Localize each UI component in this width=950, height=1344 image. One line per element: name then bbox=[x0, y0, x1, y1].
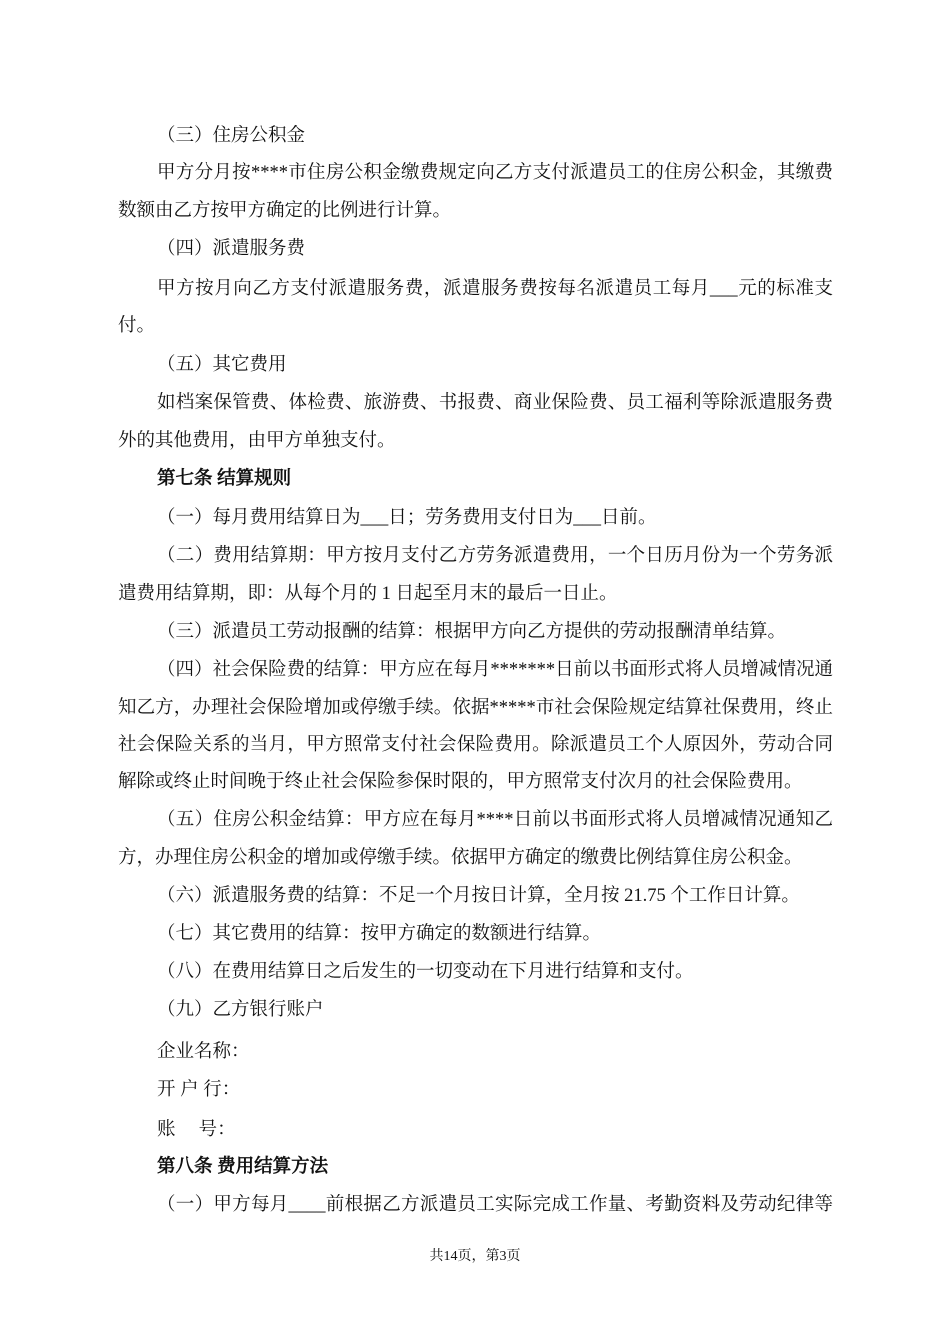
text-line: （六）派遣服务费的结算：不足一个月按日计算，全月按 21.75 个工作日计算。 bbox=[157, 886, 800, 906]
text-line: 甲方按月向乙方支付派遣服务费，派遣服务费按每名派遣员工每月___元的标准支 bbox=[157, 279, 833, 299]
text-line: 外的其他费用，由甲方单独支付。 bbox=[118, 431, 396, 451]
section-heading: 第七条 结算规则 bbox=[157, 469, 292, 489]
text-line: 如档案保管费、体检费、旅游费、书报费、商业保险费、员工福利等除派遣服务费 bbox=[157, 393, 833, 413]
text-line: （五）住房公积金结算：甲方应在每月****日前以书面形式将人员增减情况通知乙 bbox=[157, 810, 833, 830]
text-line: （四）派遣服务费 bbox=[157, 239, 306, 259]
text-line: 方，办理住房公积金的增加或停缴手续。依据甲方确定的缴费比例结算住房公积金。 bbox=[118, 848, 803, 868]
text-line: （八）在费用结算日之后发生的一切变动在下月进行结算和支付。 bbox=[157, 962, 694, 982]
text-line: 开 户 行： bbox=[157, 1080, 241, 1100]
text-line: 解除或终止时间晚于终止社会保险参保时限的，甲方照常支付次月的社会保险费用。 bbox=[118, 772, 803, 792]
text-line: 知乙方，办理社会保险增加或停缴手续。依据*****市社会保险规定结算社保费用，终止 bbox=[118, 698, 833, 718]
text-line: （四）社会保险费的结算：甲方应在每月*******日前以书面形式将人员增减情况通 bbox=[157, 660, 833, 680]
text-line: （七）其它费用的结算：按甲方确定的数额进行结算。 bbox=[157, 924, 602, 944]
text-line: （二）费用结算期：甲方按月支付乙方劳务派遣费用，一个日历月份为一个劳务派 bbox=[157, 546, 833, 566]
text-line: （五）其它费用 bbox=[157, 355, 287, 375]
text-line: （九）乙方银行账户 bbox=[157, 1000, 324, 1020]
text-line: 付。 bbox=[118, 316, 156, 336]
section-heading: 第八条 费用结算方法 bbox=[157, 1157, 329, 1177]
text-line: （三）住房公积金 bbox=[157, 126, 306, 146]
text-line: 企业名称： bbox=[157, 1042, 250, 1062]
text-line: 遣费用结算期，即：从每个月的 1 日起至月末的最后一日止。 bbox=[118, 584, 618, 604]
text-line: 账 号： bbox=[157, 1120, 236, 1140]
text-line: 数额由乙方按甲方确定的比例进行计算。 bbox=[118, 201, 452, 221]
text-line: 甲方分月按****市住房公积金缴费规定向乙方支付派遣员工的住房公积金，其缴费 bbox=[157, 163, 833, 183]
text-line: （一）甲方每月____前根据乙方派遣员工实际完成工作量、考勤资料及劳动纪律等 bbox=[157, 1195, 833, 1215]
page-footer: 共14页，第3页 bbox=[429, 1249, 521, 1264]
text-line: 社会保险关系的当月，甲方照常支付社会保险费用。除派遣员工个人原因外，劳动合同 bbox=[118, 735, 833, 755]
text-line: （三）派遣员工劳动报酬的结算：根据甲方向乙方提供的劳动报酬清单结算。 bbox=[157, 622, 787, 642]
text-line: （一）每月费用结算日为___日；劳务费用支付日为___日前。 bbox=[157, 508, 657, 528]
